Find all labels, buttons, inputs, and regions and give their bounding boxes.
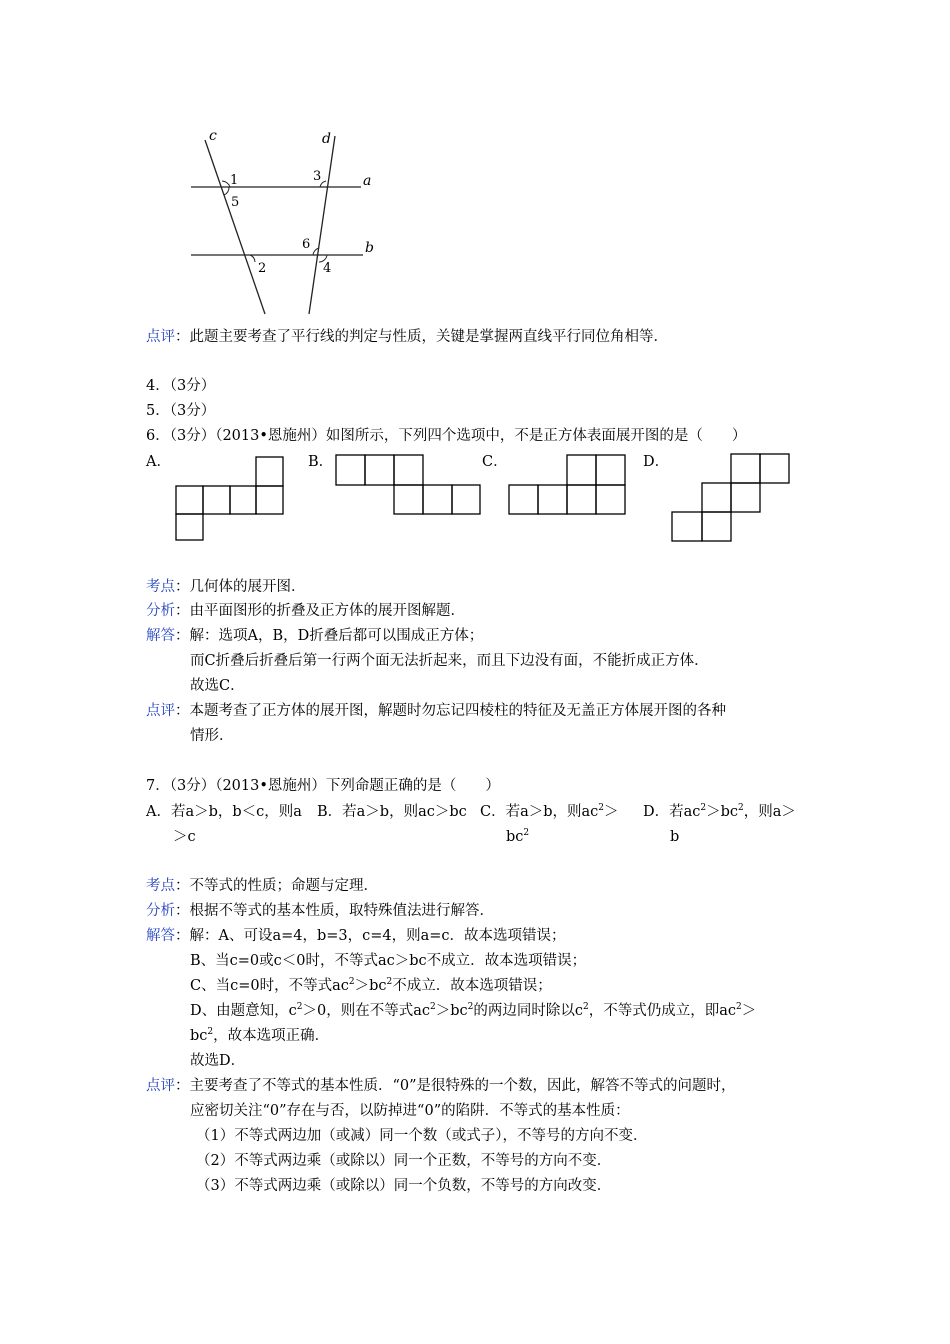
q7-jieda-line3-a: C、当c=0时，不等式ac <box>190 978 349 994</box>
q7-option-d-bc: ＞bc <box>706 804 739 820</box>
q6-fenxi <box>146 602 465 620</box>
q3-comment-label: 点评 <box>146 329 175 345</box>
q7-option-d-line2: b <box>670 829 680 845</box>
q6-jieda <box>146 627 483 645</box>
q6-dianping <box>146 702 726 720</box>
parallel-lines-figure <box>185 128 385 318</box>
q6-jieda-line3: 故选C． <box>190 678 245 694</box>
q6-option-d-label: D． <box>643 454 670 470</box>
q7-dianping-line3: （1）不等式两边加（或减）同一个数（或式子），不等号的方向不变． <box>196 1128 648 1144</box>
q7-dianping-label: 点评 <box>146 1078 175 1094</box>
label-d: d <box>322 131 331 147</box>
q7-stem: 7．（3分）（2013•恩施州）下列命题正确的是（ ） <box>146 778 500 794</box>
q3-comment-text: ：此题主要考查了平行线的判定与性质，关键是掌握两直线平行同位角相等． <box>175 329 668 345</box>
q7-option-c-text: C．若a＞b，则ac <box>480 804 599 820</box>
q7-dianping-line5: （3）不等式两边乘（或除以）同一个负数，不等号的方向改变． <box>196 1178 612 1194</box>
q7-jieda-line5-b: ，故本选项正确． <box>213 1028 330 1044</box>
superscript: 2 <box>386 977 393 987</box>
superscript: 2 <box>429 1002 436 1012</box>
q6-dianping-line2: 情形． <box>190 728 234 744</box>
q7-fenxi-label: 分析 <box>146 903 175 919</box>
q7-jieda-line6: 故选D． <box>190 1053 246 1069</box>
q7-option-c-bc: bc <box>506 829 524 845</box>
q7-jieda-line3-c: 不成立．故本选项错误； <box>392 978 552 994</box>
q7-fenxi-text: ：根据不等式的基本性质，取特殊值法进行解答． <box>175 903 494 919</box>
q7-jieda-line4-c: ＞bc <box>435 1003 468 1019</box>
q6-kaodian-text: ：几何体的展开图． <box>175 579 306 595</box>
q7-jieda-line3-b: ＞bc <box>354 978 387 994</box>
q5-title: 5．（3分） <box>146 403 216 419</box>
q7-jieda-line5 <box>190 1027 329 1045</box>
q6-option-a-label: A． <box>146 454 171 470</box>
q6-jieda-line1: ：解：选项A，B，D折叠后都可以围成正方体； <box>175 628 484 644</box>
q7-kaodian <box>146 877 378 895</box>
q6-stem: 6．（3分）（2013•恩施州）如图所示，下列四个选项中，不是正方体表面展开图的是（ ） <box>146 428 747 444</box>
superscript: 2 <box>296 1002 303 1012</box>
q7-option-a-line1: A．若a＞b，b＜c，则a <box>146 804 302 820</box>
q6-kaodian <box>146 578 306 596</box>
q7-jieda-label: 解答 <box>146 928 175 944</box>
superscript: 2 <box>207 1027 214 1037</box>
q7-jieda-line4-a: D、由题意知，c <box>190 1003 297 1019</box>
q7-jieda-line4-e: ，不等式仍成立，即ac <box>588 1003 736 1019</box>
angle-arc-2 <box>250 255 255 262</box>
q6-net-d <box>671 453 793 545</box>
q6-option-b-label: B． <box>308 454 334 470</box>
line-c <box>205 140 265 314</box>
label-2: 2 <box>258 261 267 276</box>
q7-option-d-tail: ，则a＞ <box>743 804 796 820</box>
q6-net-b <box>335 454 483 516</box>
q7-jieda <box>146 927 566 945</box>
superscript: 2 <box>582 1002 589 1012</box>
label-1: 1 <box>230 173 239 188</box>
q7-jieda-line1: ：解：A、可设a=4，b=3，c=4，则a=c．故本选项错误； <box>175 928 566 944</box>
q7-kaodian-text: ：不等式的性质；命题与定理． <box>175 878 378 894</box>
q6-dianping-label: 点评 <box>146 703 175 719</box>
q7-dianping-line4: （2）不等式两边乘（或除以）同一个正数，不等号的方向不变． <box>196 1153 612 1169</box>
q7-option-d-line1 <box>643 803 796 821</box>
superscript: 2 <box>348 977 355 987</box>
q6-net-c <box>508 454 628 516</box>
angle-arc-1 <box>222 181 230 187</box>
q6-fenxi-text: ：由平面图形的折叠及正方体的展开图解题． <box>175 603 465 619</box>
label-c: c <box>209 128 217 144</box>
superscript: 2 <box>523 828 530 838</box>
q7-jieda-line4-b: ＞0，则在不等式ac <box>302 1003 430 1019</box>
angle-arc-5 <box>224 187 229 195</box>
q7-jieda-line2: B、当c=0或c＜0时，不等式ac＞bc不成立．故本选项错误； <box>190 953 587 969</box>
q6-jieda-label: 解答 <box>146 628 175 644</box>
q4-title: 4．（3分） <box>146 378 216 394</box>
q3-comment <box>146 328 668 346</box>
q7-dianping-line2: 应密切关注“0”存在与否，以防掉进“0”的陷阱．不等式的基本性质： <box>190 1103 630 1119</box>
q7-jieda-line4-d: 的两边同时除以c <box>473 1003 583 1019</box>
superscript: 2 <box>598 803 605 813</box>
superscript: 2 <box>738 803 744 813</box>
label-3: 3 <box>313 169 322 184</box>
q6-fenxi-label: 分析 <box>146 603 175 619</box>
label-4: 4 <box>323 261 332 276</box>
superscript: 2 <box>735 1002 742 1012</box>
q7-option-c-line2 <box>506 828 529 846</box>
q7-option-d-text: D．若ac <box>643 804 701 820</box>
q7-jieda-line4-f: ＞ <box>741 1003 757 1019</box>
superscript: 2 <box>700 803 707 813</box>
q7-dianping <box>146 1077 736 1095</box>
q7-fenxi <box>146 902 494 920</box>
q6-dianping-line1: ：本题考查了正方体的展开图，解题时勿忘记四棱柱的特征及无盖正方体展开图的各种 <box>175 703 726 719</box>
q6-net-a <box>176 456 288 542</box>
label-6: 6 <box>302 237 311 252</box>
q7-kaodian-label: 考点 <box>146 878 175 894</box>
line-d <box>309 136 335 314</box>
label-a: a <box>363 173 372 189</box>
q6-option-c-label: C． <box>482 454 508 470</box>
superscript: 2 <box>467 1002 474 1012</box>
q7-option-c-sign: ＞ <box>604 804 619 820</box>
q6-jieda-line2: 而C折叠后折叠后第一行两个面无法折起来，而且下边没有面，不能折成正方体． <box>190 653 709 669</box>
q7-jieda-line5-a: bc <box>190 1028 208 1044</box>
q7-jieda-line4 <box>190 1002 756 1020</box>
q7-option-a-line2: ＞c <box>173 829 196 845</box>
label-b: b <box>365 240 374 256</box>
q7-option-c-line1 <box>480 803 619 821</box>
q7-dianping-line1: ：主要考查了不等式的基本性质．“0”是很特殊的一个数，因此，解答不等式的问题时， <box>175 1078 736 1094</box>
label-5: 5 <box>231 195 240 210</box>
q7-option-b: B．若a＞b，则ac＞bc <box>317 804 467 820</box>
q7-jieda-line3 <box>190 977 552 995</box>
q6-kaodian-label: 考点 <box>146 579 175 595</box>
